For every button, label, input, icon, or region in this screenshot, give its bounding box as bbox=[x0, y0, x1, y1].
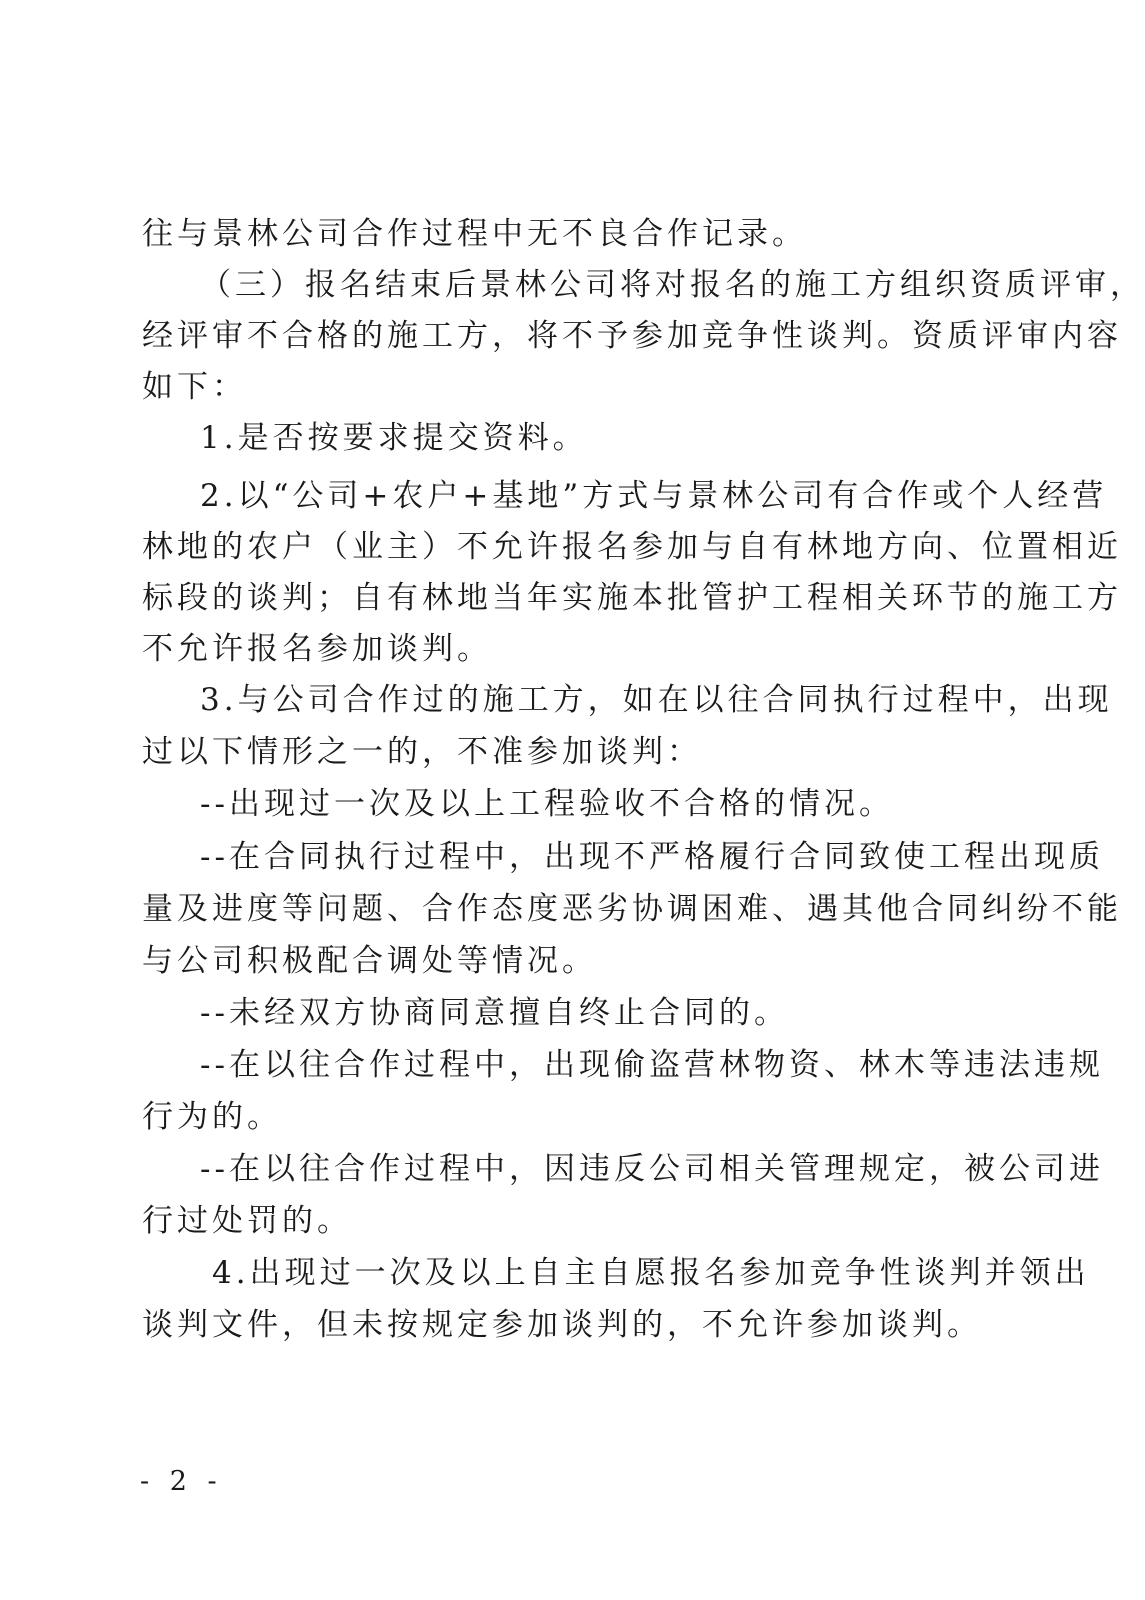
text-line: 与公司积极配合调处等情况。 bbox=[142, 943, 597, 979]
list-item: --出现过一次及以上工程验收不合格的情况。 bbox=[200, 786, 894, 822]
text-line: 谈判文件，但未按规定参加谈判的，不允许参加谈判。 bbox=[142, 1307, 982, 1343]
list-item: --在以往合作过程中，因违反公司相关管理规定，被公司进 bbox=[200, 1151, 1104, 1187]
text-line: 量及进度等问题、合作态度恶劣协调困难、遇其他合同纠纷不能 bbox=[142, 891, 1122, 927]
list-item: 4.出现过一次及以上自主自愿报名参加竞争性谈判并领出 bbox=[212, 1255, 1090, 1291]
text-line: 标段的谈判；自有林地当年实施本批管护工程相关环节的施工方 bbox=[142, 580, 1122, 616]
section-heading: （三）报名结束后景林公司将对报名的施工方组织资质评审， bbox=[200, 267, 1145, 303]
list-item: --未经双方协商同意擅自终止合同的。 bbox=[200, 995, 789, 1031]
list-item: --在以往合作过程中，出现偷盗营林物资、林木等违法违规 bbox=[200, 1047, 1104, 1083]
text-line: 行过处罚的。 bbox=[142, 1203, 352, 1239]
list-item: 1.是否按要求提交资料。 bbox=[200, 420, 588, 456]
list-item: 2.以“公司+农户+基地”方式与景林公司有合作或个人经营 bbox=[200, 478, 1108, 514]
text-line: 经评审不合格的施工方，将不予参加竞争性谈判。资质评审内容 bbox=[142, 318, 1122, 354]
text-line: 过以下情形之一的，不准参加谈判： bbox=[142, 734, 702, 770]
page-number: - 2 - bbox=[140, 1466, 223, 1497]
text-line: 往与景林公司合作过程中无不良合作记录。 bbox=[142, 216, 807, 252]
list-item: --在合同执行过程中，出现不严格履行合同致使工程出现质 bbox=[200, 839, 1104, 875]
list-item: 3.与公司合作过的施工方，如在以往合同执行过程中，出现 bbox=[200, 682, 1113, 718]
text-line: 林地的农户（业主）不允许报名参加与自有林地方向、位置相近 bbox=[142, 529, 1122, 565]
text-line: 不允许报名参加谈判。 bbox=[142, 631, 492, 667]
text-line: 如下： bbox=[142, 369, 247, 405]
text-line: 行为的。 bbox=[142, 1099, 282, 1135]
